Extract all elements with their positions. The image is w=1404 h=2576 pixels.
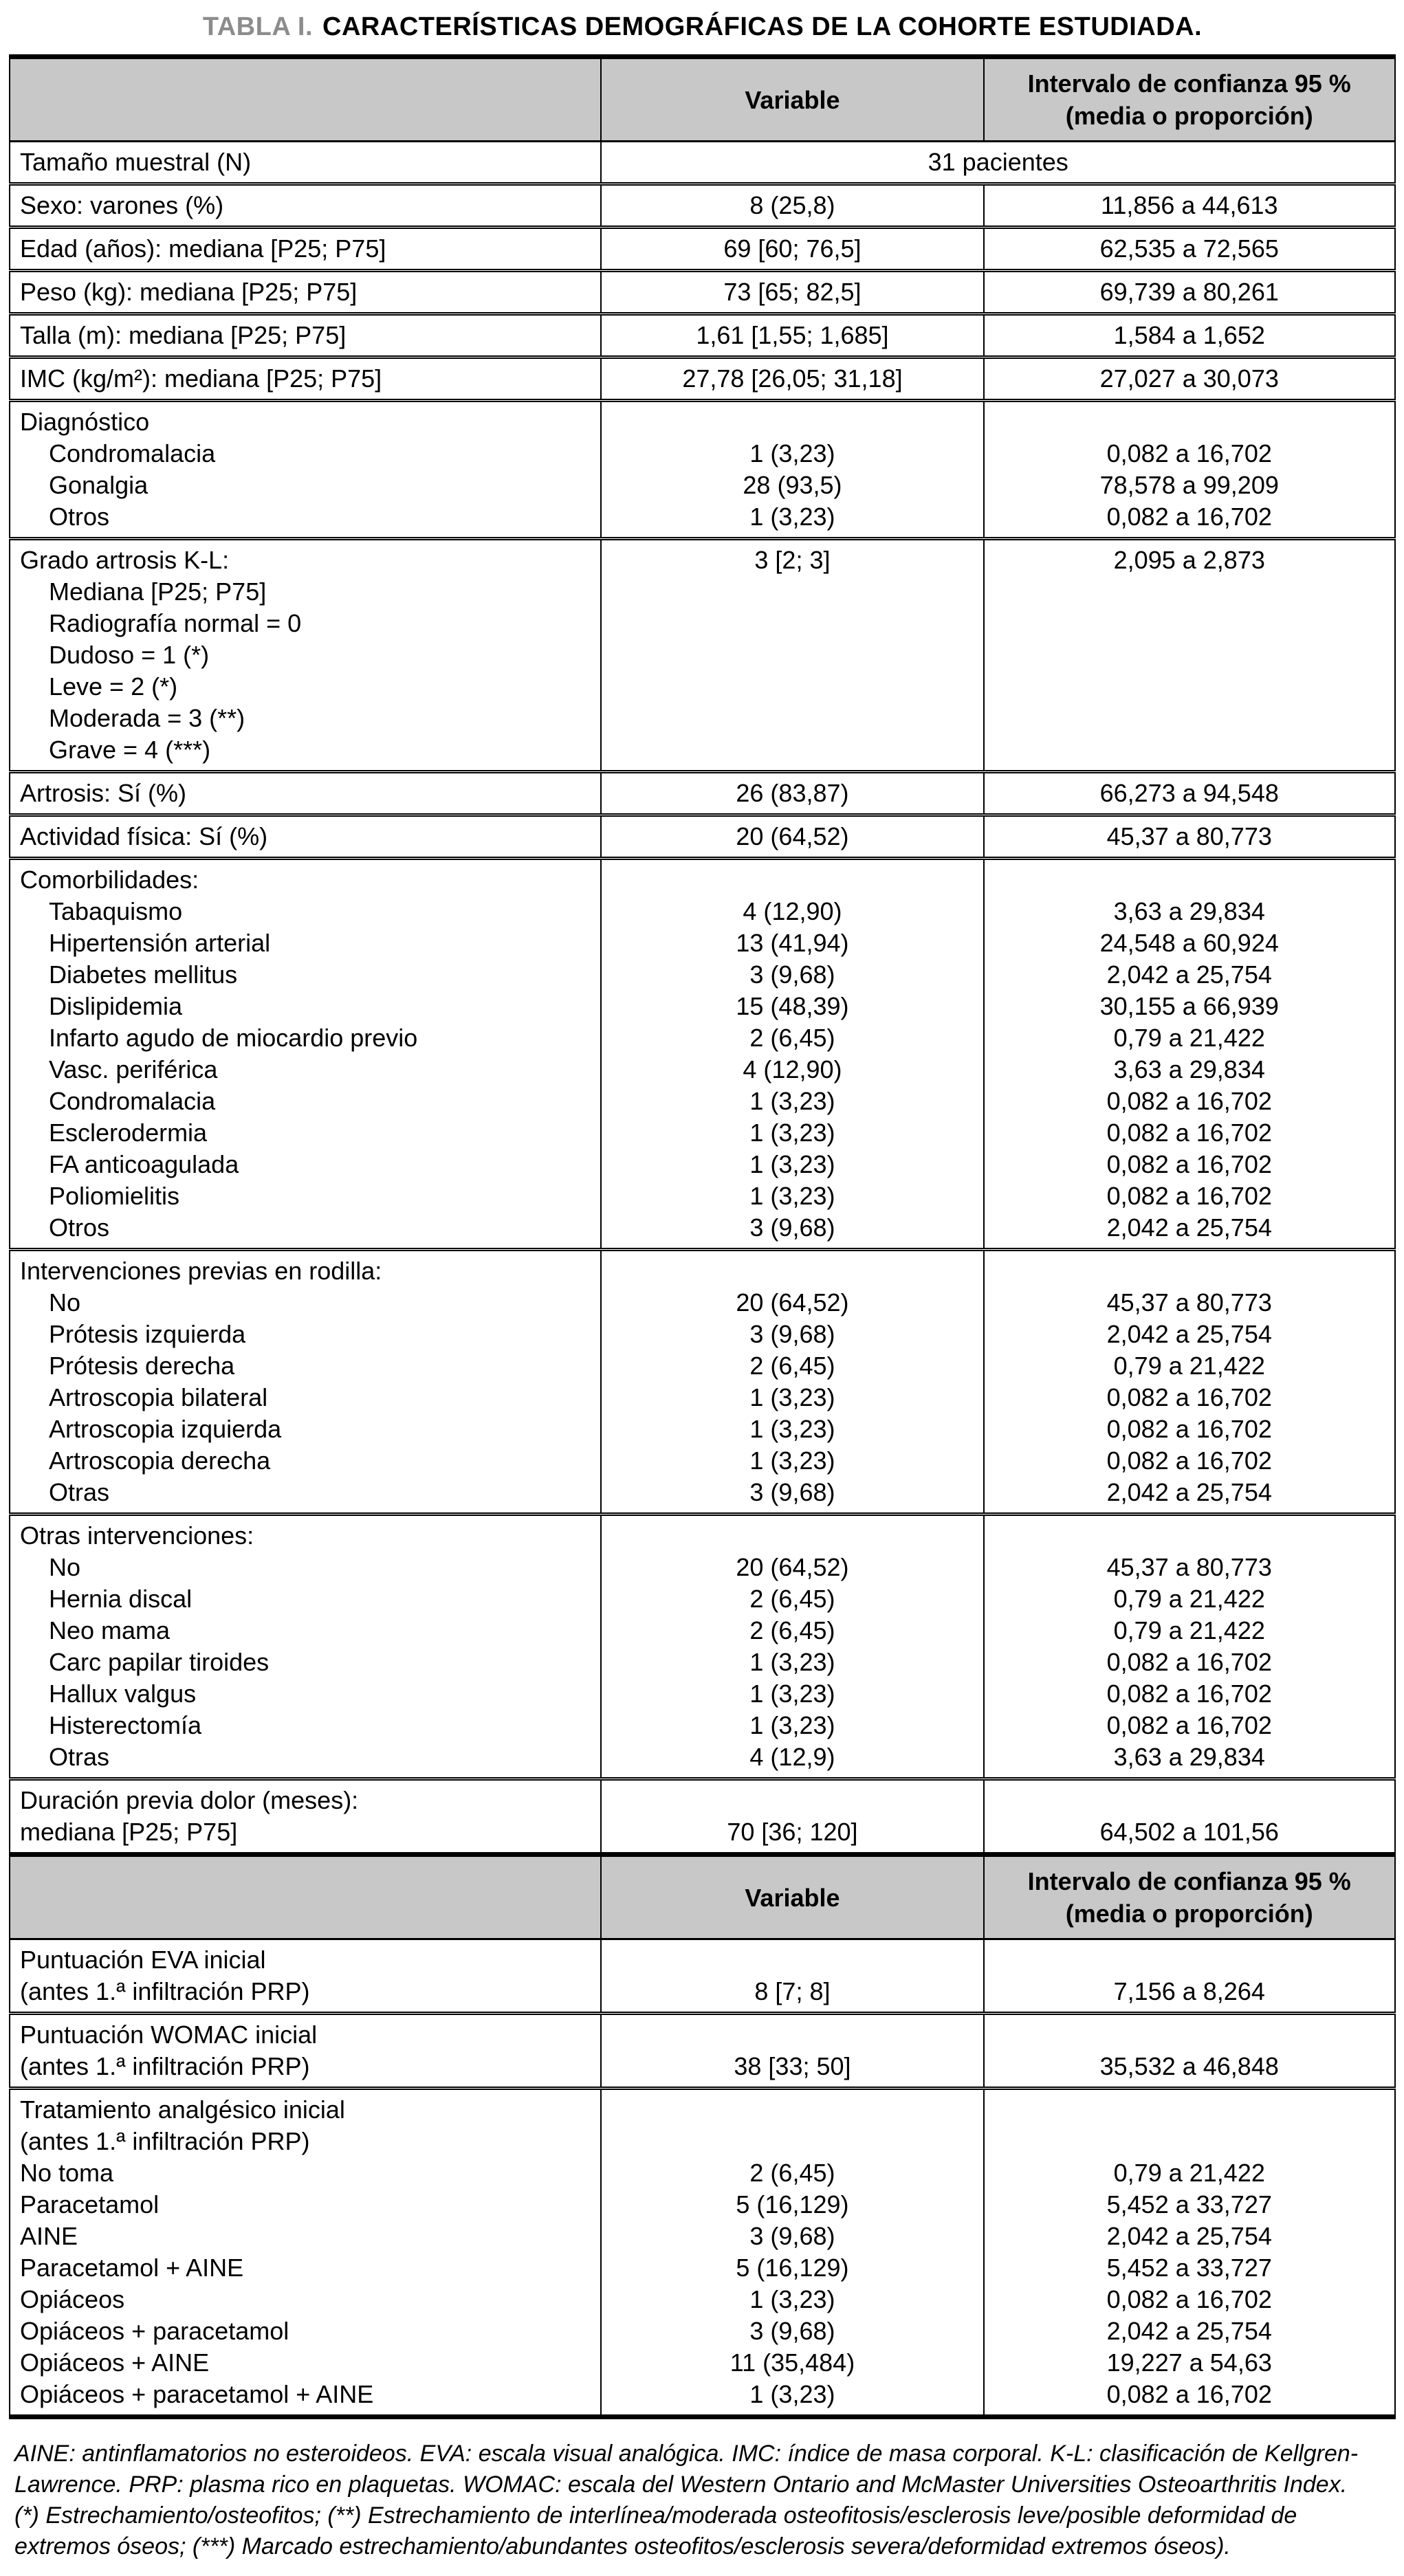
- row-value: 27,78 [26,05; 31,18]: [682, 364, 903, 393]
- row-ci: [994, 703, 1385, 734]
- table-row: [10, 1515, 1395, 1779]
- row-value: 20 (64,52): [736, 1288, 849, 1317]
- row-label: Radiografía normal = 0: [49, 609, 302, 637]
- row-value: 3 (9,68): [749, 1320, 835, 1348]
- row-ci-cell: [984, 772, 1395, 815]
- row-ci: 19,227 a 54,63: [1106, 2348, 1272, 2377]
- row-ci: [994, 864, 1385, 896]
- row-ci: 0,79 a 21,422: [1113, 1352, 1265, 1380]
- row-label: Mediana [P25; P75]: [49, 577, 267, 606]
- row-value: 70 [36; 120]: [727, 1818, 858, 1846]
- row-ci: 0,082 a 16,702: [1106, 503, 1272, 531]
- row-label-cell: [10, 271, 601, 314]
- column-header-variable-label: Variable: [745, 85, 840, 114]
- row-label: Actividad física: Sí (%): [20, 822, 268, 850]
- row-ci: [994, 406, 1385, 438]
- row-value: 2 (6,45): [749, 1585, 835, 1613]
- row-ci: 2,042 a 25,754: [1106, 1320, 1272, 1348]
- row-label-cell: [10, 859, 601, 1250]
- row-value: [611, 639, 973, 671]
- row-label: Intervenciones previas en rodilla:: [20, 1257, 382, 1285]
- row-label: Histerectomía: [49, 1711, 202, 1739]
- row-ci: [994, 2126, 1385, 2157]
- row-label-cell: [10, 1939, 601, 2014]
- row-value-cell: [601, 271, 983, 314]
- row-label: Condromalacia: [49, 1087, 216, 1115]
- table-row: [10, 539, 1395, 772]
- row-value: [611, 703, 973, 734]
- row-label: Prótesis izquierda: [49, 1320, 246, 1348]
- row-ci-cell: [984, 401, 1395, 539]
- row-label: Artroscopia izquierda: [49, 1415, 282, 1443]
- table-row: [10, 1250, 1395, 1515]
- row-label: Opiáceos + AINE: [20, 2348, 210, 2377]
- row-value: 2 (6,45): [749, 1024, 835, 1052]
- row-value: 1 (3,23): [749, 1648, 835, 1676]
- row-value: 1 (3,23): [749, 2285, 835, 2313]
- row-label-cell: [10, 228, 601, 271]
- row-value-cell: [601, 772, 983, 815]
- row-value: 38 [33; 50]: [734, 2052, 851, 2080]
- row-value-cell: [601, 1515, 983, 1779]
- row-value: 1 (3,23): [749, 1446, 835, 1475]
- row-value: [611, 576, 973, 608]
- column-header-variable: [601, 57, 983, 142]
- row-ci: 0,082 a 16,702: [1106, 1150, 1272, 1178]
- row-ci: 0,082 a 16,702: [1106, 1711, 1272, 1739]
- row-label: AINE: [20, 2222, 78, 2250]
- row-ci: [994, 639, 1385, 671]
- row-ci: [994, 576, 1385, 608]
- row-ci-cell: [984, 2089, 1395, 2417]
- row-value: 2 (6,45): [749, 1616, 835, 1644]
- row-ci: 11,856 a 44,613: [1100, 191, 1278, 219]
- row-label: Opiáceos + paracetamol + AINE: [20, 2380, 374, 2408]
- row-label: Dudoso = 1 (*): [49, 641, 210, 669]
- footnote-abbreviations: AINE: antinflamatorios no esteroideos. EVA: escala visual analógica. IMC: índice de masa corporal. K-L: clasificación de Kellgren-Lawrence. PRP: plasma rico en plaquetas. WOMAC: escala del Western Ontario and McMaster Universities Osteoarthritis Index.: [14, 2441, 1359, 2498]
- table-row: [10, 314, 1395, 357]
- row-label-cell: [10, 1779, 601, 1855]
- column-header-ci: [984, 57, 1395, 142]
- row-label: Puntuación EVA inicial: [20, 1946, 266, 1974]
- row-value: 73 [65; 82,5]: [723, 278, 862, 306]
- row-ci: [994, 2019, 1385, 2051]
- row-ci-cell: [984, 1515, 1395, 1779]
- row-label: Leve = 2 (*): [49, 672, 178, 701]
- demographics-table: [9, 54, 1396, 2419]
- row-value: 2 (6,45): [749, 2159, 835, 2187]
- row-value: [611, 1785, 973, 1816]
- demographics-table-body: [10, 57, 1395, 2417]
- table-row: [10, 2014, 1395, 2089]
- table-row: [10, 401, 1395, 539]
- row-value-cell: [601, 2089, 983, 2417]
- row-ci: 0,082 a 16,702: [1106, 1446, 1272, 1475]
- row-ci: [994, 608, 1385, 639]
- row-label: Talla (m): mediana [P25; P75]: [20, 321, 347, 349]
- row-ci: 7,156 a 8,264: [1113, 1977, 1265, 2005]
- row-label-cell: [10, 184, 601, 228]
- row-ci: 0,79 a 21,422: [1113, 1024, 1265, 1052]
- row-value: 1 (3,23): [749, 503, 835, 531]
- row-value: [611, 1255, 973, 1287]
- row-label: No toma: [20, 2159, 114, 2187]
- row-ci: 45,37 a 80,773: [1106, 1288, 1272, 1317]
- row-ci-cell: [984, 859, 1395, 1250]
- row-label: IMC (kg/m²): mediana [P25; P75]: [20, 364, 382, 393]
- row-ci: 0,082 a 16,702: [1106, 1087, 1272, 1115]
- column-header-ci-line2: (media o proporción): [1065, 1900, 1313, 1928]
- row-label: Tabaquismo: [49, 897, 183, 925]
- row-ci: 2,042 a 25,754: [1106, 2317, 1272, 2345]
- row-ci: 64,502 a 101,56: [1099, 1818, 1279, 1846]
- row-value: 1 (3,23): [749, 1182, 835, 1210]
- footnote-kl-grades: (*) Estrechamiento/osteofitos; (**) Estrechamiento de interlínea/moderada osteofitosis/esclerosis leve/posible deformidad de extremos óseos; (***) Marcado estrechamiento/abundantes osteofitos/esclerosis severa/deformidad extremos óseos).: [14, 2502, 1297, 2560]
- row-label: Otras: [49, 1478, 110, 1506]
- row-label: Duración previa dolor (meses):: [20, 1786, 359, 1814]
- table-row: [10, 1939, 1395, 2014]
- row-label: Poliomielitis: [49, 1182, 180, 1210]
- table-row: [10, 859, 1395, 1250]
- row-value: 8 [7; 8]: [754, 1977, 831, 2005]
- row-ci: 45,37 a 80,773: [1106, 822, 1272, 850]
- row-value-cell: [601, 539, 983, 772]
- row-value: 3 [2; 3]: [754, 546, 831, 574]
- table-row: [10, 2089, 1395, 2417]
- row-value-cell: [601, 1250, 983, 1515]
- row-ci: 0,79 a 21,422: [1113, 2159, 1265, 2187]
- row-ci: 2,042 a 25,754: [1106, 2222, 1272, 2250]
- row-ci-cell: [984, 271, 1395, 314]
- row-value: 3 (9,68): [749, 1213, 835, 1242]
- row-ci-cell: [984, 2014, 1395, 2089]
- row-value: 20 (64,52): [736, 822, 849, 850]
- row-ci: 0,79 a 21,422: [1113, 1616, 1265, 1644]
- row-ci: 2,042 a 25,754: [1106, 1478, 1272, 1506]
- row-label-cell: [10, 772, 601, 815]
- column-header-blank: [10, 1855, 601, 1939]
- row-label: Carc papilar tiroides: [49, 1648, 270, 1676]
- row-ci-cell: [984, 1779, 1395, 1855]
- row-ci: 5,452 a 33,727: [1106, 2190, 1272, 2219]
- row-ci: 1,584 a 1,652: [1113, 321, 1265, 349]
- row-value: 5 (16,129): [736, 2254, 849, 2282]
- row-ci: [994, 2094, 1385, 2126]
- row-value: 1 (3,23): [749, 1680, 835, 1708]
- row-value-cell: [601, 228, 983, 271]
- row-value-cell: [601, 2014, 983, 2089]
- sample-size-row: [10, 142, 1395, 184]
- row-label: Vasc. periférica: [49, 1055, 218, 1083]
- row-label: Tratamiento analgésico inicial: [20, 2095, 345, 2124]
- row-ci: [994, 1785, 1385, 1816]
- row-value-cell: [601, 1779, 983, 1855]
- row-value: 1 (3,23): [749, 2380, 835, 2408]
- row-ci: 0,082 a 16,702: [1106, 1648, 1272, 1676]
- table-title-text: CARACTERÍSTICAS DEMOGRÁFICAS DE LA COHORTE ESTUDIADA.: [322, 12, 1203, 41]
- row-value: 15 (48,39): [736, 992, 849, 1020]
- row-label: Neo mama: [49, 1616, 171, 1644]
- row-label: Grave = 4 (***): [49, 736, 211, 764]
- row-label: (antes 1.ª infiltración PRP): [20, 1977, 310, 2005]
- row-label: Hernia discal: [49, 1585, 193, 1613]
- row-ci: 35,532 a 46,848: [1099, 2052, 1279, 2080]
- row-ci: 27,027 a 30,073: [1099, 364, 1279, 393]
- row-label: Otros: [49, 503, 110, 531]
- row-label-cell: [10, 2014, 601, 2089]
- row-value: [611, 406, 973, 438]
- row-label-cell: [10, 401, 601, 539]
- row-value: [611, 608, 973, 639]
- row-value-cell: [601, 1939, 983, 2014]
- row-ci: 2,042 a 25,754: [1106, 960, 1272, 989]
- row-label: Artrosis: Sí (%): [20, 779, 187, 807]
- row-ci: [994, 671, 1385, 703]
- row-ci: 78,578 a 99,209: [1099, 471, 1279, 499]
- row-label: Prótesis derecha: [49, 1352, 235, 1380]
- row-value: 1 (3,23): [749, 1415, 835, 1443]
- row-label: No: [49, 1553, 81, 1581]
- row-label-cell: [10, 1250, 601, 1515]
- row-label: Comorbilidades:: [20, 866, 199, 894]
- row-label: Edad (años): mediana [P25; P75]: [20, 234, 386, 263]
- row-ci: 69,739 a 80,261: [1099, 278, 1279, 306]
- row-value: [611, 734, 973, 766]
- row-value: 3 (9,68): [749, 960, 835, 989]
- row-ci: 3,63 a 29,834: [1113, 1055, 1265, 1083]
- row-label-cell: [10, 1515, 601, 1779]
- row-label: Otras intervenciones:: [20, 1521, 254, 1550]
- row-label: Hallux valgus: [49, 1680, 197, 1708]
- row-label: Gonalgia: [49, 471, 149, 499]
- row-value: 26 (83,87): [736, 779, 849, 807]
- row-value-cell: [601, 184, 983, 228]
- row-label-cell: [10, 357, 601, 401]
- row-value: 4 (12,9): [749, 1743, 835, 1771]
- row-value: 2 (6,45): [749, 1352, 835, 1380]
- row-value: 1 (3,23): [749, 1383, 835, 1411]
- column-header-ci-line1: Intervalo de confianza 95 %: [1027, 69, 1351, 98]
- column-header-ci-line1: Intervalo de confianza 95 %: [1027, 1867, 1351, 1895]
- row-label: Otras: [49, 1743, 110, 1771]
- row-label: Opiáceos: [20, 2285, 125, 2313]
- row-label: Paracetamol: [20, 2190, 160, 2219]
- table-row: [10, 357, 1395, 401]
- row-label: Condromalacia: [49, 439, 216, 467]
- row-ci-cell: [984, 184, 1395, 228]
- row-ci: 0,082 a 16,702: [1106, 1415, 1272, 1443]
- row-value: [611, 864, 973, 896]
- sample-size-value-cell: [601, 142, 1395, 184]
- row-ci: [994, 1255, 1385, 1287]
- row-value: [611, 2094, 973, 2126]
- row-value-cell: [601, 815, 983, 859]
- column-header-variable-label: Variable: [745, 1883, 840, 1912]
- row-ci-cell: [984, 357, 1395, 401]
- row-value: [611, 1944, 973, 1976]
- row-value: 28 (93,5): [743, 471, 842, 499]
- row-ci: 0,082 a 16,702: [1106, 1680, 1272, 1708]
- row-ci: 3,63 a 29,834: [1113, 897, 1265, 925]
- row-value-cell: [601, 357, 983, 401]
- row-value: 4 (12,90): [743, 1055, 842, 1083]
- row-value: [611, 2126, 973, 2157]
- table-row: [10, 271, 1395, 314]
- row-label: (antes 1.ª infiltración PRP): [20, 2052, 310, 2080]
- row-label-cell: [10, 2089, 601, 2417]
- row-ci-cell: [984, 1250, 1395, 1515]
- row-ci: 0,79 a 21,422: [1113, 1585, 1265, 1613]
- row-ci-cell: [984, 1939, 1395, 2014]
- row-value: 8 (25,8): [749, 191, 835, 219]
- row-label: Hipertensión arterial: [49, 929, 271, 957]
- row-label: Sexo: varones (%): [20, 191, 224, 219]
- row-value: 1 (3,23): [749, 1711, 835, 1739]
- row-ci: 0,082 a 16,702: [1106, 2285, 1272, 2313]
- row-value-cell: [601, 401, 983, 539]
- row-ci: 0,082 a 16,702: [1106, 2380, 1272, 2408]
- row-value: 11 (35,484): [730, 2348, 855, 2377]
- row-value: 3 (9,68): [749, 2222, 835, 2250]
- row-value: 5 (16,129): [736, 2190, 849, 2219]
- row-ci: [994, 1944, 1385, 1976]
- row-ci: 62,535 a 72,565: [1099, 234, 1279, 263]
- row-label: Tamaño muestral (N): [20, 148, 252, 176]
- row-label: Diabetes mellitus: [49, 960, 238, 989]
- row-label: Artroscopia bilateral: [49, 1383, 268, 1411]
- row-ci: 0,082 a 16,702: [1106, 439, 1272, 467]
- table-row: [10, 772, 1395, 815]
- row-label: Opiáceos + paracetamol: [20, 2317, 289, 2345]
- row-value: 1 (3,23): [749, 1087, 835, 1115]
- row-label: Esclerodermia: [49, 1119, 208, 1147]
- row-ci: 45,37 a 80,773: [1106, 1553, 1272, 1581]
- row-ci: 3,63 a 29,834: [1113, 1743, 1265, 1771]
- row-ci-cell: [984, 815, 1395, 859]
- table-row: [10, 228, 1395, 271]
- row-value: 1 (3,23): [749, 1150, 835, 1178]
- row-label: FA anticoagulada: [49, 1150, 239, 1178]
- row-ci-cell: [984, 539, 1395, 772]
- row-label: No: [49, 1288, 81, 1317]
- table-header-row: [10, 1855, 1395, 1939]
- table-title-label: TABLA I.: [202, 12, 314, 41]
- column-header-ci-line2: (media o proporción): [1065, 102, 1313, 130]
- row-label: Diagnóstico: [20, 408, 150, 436]
- row-label: Paracetamol + AINE: [20, 2254, 244, 2282]
- row-value: 1,61 [1,55; 1,685]: [696, 321, 889, 349]
- table-header-row: [10, 57, 1395, 142]
- row-label-cell: [10, 142, 601, 184]
- row-ci: [994, 734, 1385, 766]
- row-label: Dislipidemia: [49, 992, 183, 1020]
- column-header-variable: [601, 1855, 983, 1939]
- table-title: [9, 12, 1396, 42]
- row-label: Moderada = 3 (**): [49, 704, 245, 732]
- row-value-cell: [601, 859, 983, 1250]
- row-ci-cell: [984, 314, 1395, 357]
- table-row: [10, 184, 1395, 228]
- row-value: 69 [60; 76,5]: [723, 234, 862, 263]
- row-label-cell: [10, 815, 601, 859]
- row-value: 1 (3,23): [749, 439, 835, 467]
- row-ci: 0,082 a 16,702: [1106, 1182, 1272, 1210]
- row-ci: 66,273 a 94,548: [1099, 779, 1279, 807]
- row-value: 3 (9,68): [749, 2317, 835, 2345]
- row-ci: 24,548 a 60,924: [1099, 929, 1279, 957]
- row-label: Grado artrosis K-L:: [20, 546, 230, 574]
- row-label: Infarto agudo de miocardio previo: [49, 1024, 418, 1052]
- row-value-cell: [601, 314, 983, 357]
- row-ci: 30,155 a 66,939: [1099, 992, 1279, 1020]
- row-label: Artroscopia derecha: [49, 1446, 271, 1475]
- table-row: [10, 1779, 1395, 1855]
- row-value: 3 (9,68): [749, 1478, 835, 1506]
- sample-size-value: 31 pacientes: [928, 148, 1068, 176]
- row-value: 20 (64,52): [736, 1553, 849, 1581]
- row-value: [611, 671, 973, 703]
- row-ci: 0,082 a 16,702: [1106, 1119, 1272, 1147]
- row-label-cell: [10, 314, 601, 357]
- table-row: [10, 815, 1395, 859]
- row-value: [611, 2019, 973, 2051]
- row-value: 1 (3,23): [749, 1119, 835, 1147]
- column-header-blank: [10, 57, 601, 142]
- row-value: 13 (41,94): [736, 929, 849, 957]
- row-ci: [994, 1520, 1385, 1552]
- row-label: Otros: [49, 1213, 110, 1242]
- row-label: Puntuación WOMAC inicial: [20, 2021, 318, 2049]
- row-value: [611, 1520, 973, 1552]
- row-ci: 2,042 a 25,754: [1106, 1213, 1272, 1242]
- row-label: (antes 1.ª infiltración PRP): [20, 2127, 310, 2155]
- row-ci: 0,082 a 16,702: [1106, 1383, 1272, 1411]
- row-ci: 2,095 a 2,873: [1113, 546, 1265, 574]
- column-header-ci: [984, 1855, 1395, 1939]
- row-label: Peso (kg): mediana [P25; P75]: [20, 278, 358, 306]
- row-label: mediana [P25; P75]: [20, 1818, 238, 1846]
- footnotes: [9, 2439, 1396, 2562]
- row-label-cell: [10, 539, 601, 772]
- row-ci: 5,452 a 33,727: [1106, 2254, 1272, 2282]
- row-ci-cell: [984, 228, 1395, 271]
- row-value: 4 (12,90): [743, 897, 842, 925]
